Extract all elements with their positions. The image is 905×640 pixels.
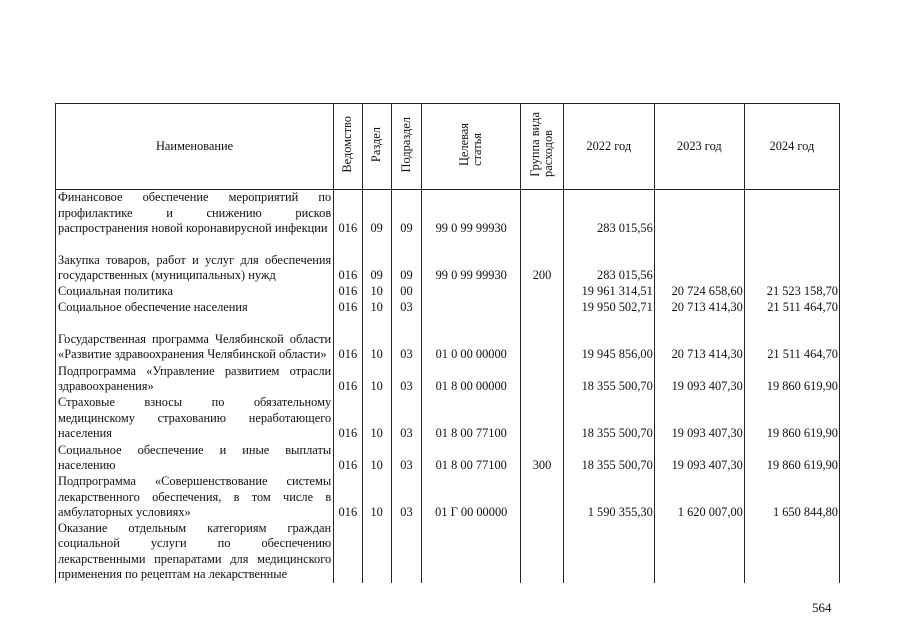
row-gruppa-vida — [521, 521, 563, 583]
row-value-2024: 19 860 619,90 — [744, 395, 839, 442]
page-number: 564 — [812, 600, 832, 615]
row-gruppa-vida — [521, 363, 563, 395]
row-vedomstvo: 016 — [334, 474, 362, 521]
row-tselevaya-statya: 01 8 00 00000 — [422, 363, 521, 395]
row-name: Страховые взносы по обязательному медицинскому страхованию неработающего населения — [56, 395, 334, 442]
row-name: Закупка товаров, работ и услуг для обеспечения государственных (муниципальных) нужд — [56, 237, 334, 284]
row-podrazdel — [391, 521, 421, 583]
row-tselevaya-statya: 01 Г 00 00000 — [422, 474, 521, 521]
row-value-2023: 20 713 414,30 — [654, 300, 744, 316]
row-razdel — [362, 521, 391, 583]
row-gruppa-vida — [521, 284, 563, 300]
row-value-2023: 19 093 407,30 — [654, 395, 744, 442]
row-razdel: 10 — [362, 316, 391, 363]
row-razdel: 10 — [362, 474, 391, 521]
row-tselevaya-statya — [422, 300, 521, 316]
row-value-2023: 19 093 407,30 — [654, 442, 744, 474]
table-row — [56, 363, 840, 395]
row-value-2022: 18 355 500,70 — [563, 395, 654, 442]
row-value-2024: 19 860 619,90 — [744, 363, 839, 395]
row-value-2023: 20 713 414,30 — [654, 316, 744, 363]
col-header-2022: 2022 год — [563, 104, 654, 190]
row-value-2023: 1 620 007,00 — [654, 474, 744, 521]
row-name: Подпрограмма «Совершенствование системы лекарственного обеспечения, в том числе в амбулаторных условиях» — [56, 474, 334, 521]
row-podrazdel: 09 — [391, 237, 421, 284]
row-vedomstvo: 016 — [334, 442, 362, 474]
row-podrazdel: 03 — [391, 300, 421, 316]
row-gruppa-vida — [521, 300, 563, 316]
row-podrazdel: 03 — [391, 363, 421, 395]
row-gruppa-vida — [521, 316, 563, 363]
col-header-podrazdel: Подраздел — [391, 104, 421, 190]
table-row — [56, 237, 840, 284]
row-razdel: 10 — [362, 363, 391, 395]
row-value-2022: 1 590 355,30 — [563, 474, 654, 521]
row-vedomstvo — [334, 521, 362, 583]
row-name: Социальное обеспечение населения — [56, 300, 334, 316]
row-tselevaya-statya: 01 8 00 77100 — [422, 442, 521, 474]
row-value-2024: 19 860 619,90 — [744, 442, 839, 474]
col-header-2024: 2024 год — [744, 104, 839, 190]
row-podrazdel: 03 — [391, 474, 421, 521]
col-header-2023: 2023 год — [654, 104, 744, 190]
row-podrazdel: 09 — [391, 190, 421, 237]
row-gruppa-vida — [521, 395, 563, 442]
row-tselevaya-statya: 01 0 00 00000 — [422, 316, 521, 363]
table-row — [56, 521, 840, 583]
row-value-2023 — [654, 190, 744, 237]
row-razdel: 09 — [362, 190, 391, 237]
row-value-2022 — [563, 521, 654, 583]
row-razdel: 09 — [362, 237, 391, 284]
row-tselevaya-statya: 99 0 99 99930 — [422, 237, 521, 284]
row-value-2024: 21 511 464,70 — [744, 316, 839, 363]
row-value-2023 — [654, 521, 744, 583]
row-value-2022: 19 945 856,00 — [563, 316, 654, 363]
row-razdel: 10 — [362, 442, 391, 474]
row-name: Финансовое обеспечение мероприятий по профилактике и снижению рисков распространения новой коронавирусной инфекции — [56, 190, 334, 237]
row-gruppa-vida — [521, 474, 563, 521]
row-gruppa-vida: 200 — [521, 237, 563, 284]
table-row — [56, 395, 840, 442]
row-razdel: 10 — [362, 395, 391, 442]
row-razdel: 10 — [362, 284, 391, 300]
row-gruppa-vida — [521, 190, 563, 237]
row-vedomstvo: 016 — [334, 300, 362, 316]
table-row — [56, 300, 840, 316]
row-value-2022: 19 961 314,51 — [563, 284, 654, 300]
header-row — [56, 104, 840, 190]
row-name: Оказание отдельным категориям граждан социальной услуги по обеспечению лекарственными препаратами для медицинского применения по рецептам на лекарственные — [56, 521, 334, 583]
row-tselevaya-statya: 01 8 00 77100 — [422, 395, 521, 442]
row-value-2022: 283 015,56 — [563, 237, 654, 284]
row-value-2022: 19 950 502,71 — [563, 300, 654, 316]
table-row — [56, 442, 840, 474]
col-header-vedomstvo: Ведомство — [334, 104, 362, 190]
col-header-razdel: Раздел — [362, 104, 391, 190]
row-vedomstvo: 016 — [334, 363, 362, 395]
row-podrazdel: 03 — [391, 395, 421, 442]
row-vedomstvo: 016 — [334, 190, 362, 237]
row-podrazdel: 03 — [391, 316, 421, 363]
row-tselevaya-statya — [422, 284, 521, 300]
row-vedomstvo: 016 — [334, 395, 362, 442]
row-value-2023: 19 093 407,30 — [654, 363, 744, 395]
row-value-2022: 18 355 500,70 — [563, 363, 654, 395]
row-value-2024: 21 511 464,70 — [744, 300, 839, 316]
row-podrazdel: 03 — [391, 442, 421, 474]
row-value-2023 — [654, 237, 744, 284]
row-tselevaya-statya — [422, 521, 521, 583]
row-value-2024: 1 650 844,80 — [744, 474, 839, 521]
row-value-2023: 20 724 658,60 — [654, 284, 744, 300]
row-value-2022: 283 015,56 — [563, 190, 654, 237]
table-row — [56, 474, 840, 521]
row-gruppa-vida: 300 — [521, 442, 563, 474]
row-value-2024 — [744, 521, 839, 583]
table-row — [56, 190, 840, 237]
row-value-2024 — [744, 237, 839, 284]
row-vedomstvo: 016 — [334, 316, 362, 363]
row-razdel: 10 — [362, 300, 391, 316]
row-tselevaya-statya: 99 0 99 99930 — [422, 190, 521, 237]
row-vedomstvo: 016 — [334, 284, 362, 300]
row-value-2022: 18 355 500,70 — [563, 442, 654, 474]
budget-table — [55, 103, 840, 583]
table-row — [56, 284, 840, 300]
col-header-gruppa-vida-raskhodov: Группа видарасходов — [521, 104, 563, 190]
row-vedomstvo: 016 — [334, 237, 362, 284]
row-name: Подпрограмма «Управление развитием отрасли здравоохранения» — [56, 363, 334, 395]
row-name: Социальная политика — [56, 284, 334, 300]
col-header-name: Наименование — [56, 104, 334, 190]
col-header-tselevaya-statya: Целеваястатья — [422, 104, 521, 190]
row-name: Социальное обеспечение и иные выплаты населению — [56, 442, 334, 474]
row-value-2024: 21 523 158,70 — [744, 284, 839, 300]
row-name: Государственная программа Челябинской области «Развитие здравоохранения Челябинской области» — [56, 316, 334, 363]
row-podrazdel: 00 — [391, 284, 421, 300]
row-value-2024 — [744, 190, 839, 237]
table-row — [56, 316, 840, 363]
